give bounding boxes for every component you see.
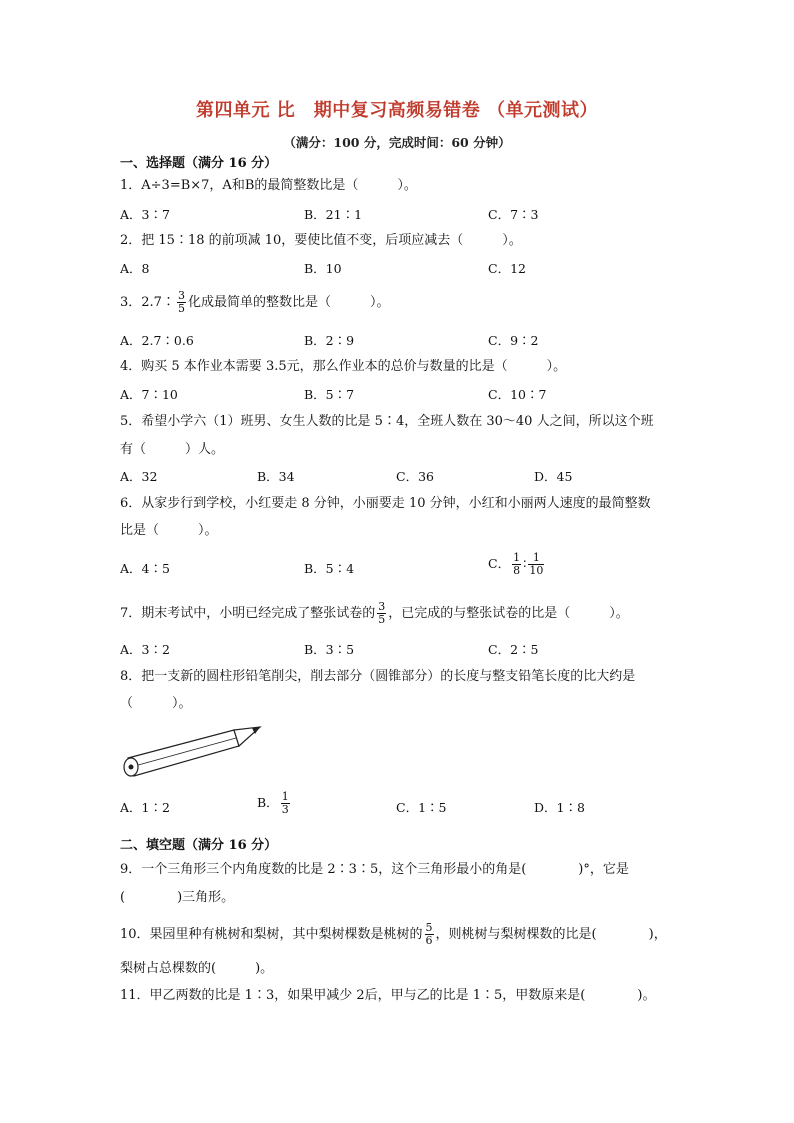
- q5-option-b: B．34: [257, 469, 295, 484]
- q1-option-b: B．21∶1: [304, 207, 363, 222]
- q10-suffix: ，则桃树与梨树棵数的比是( )，: [435, 927, 667, 942]
- question-5-line-1: 5．希望小学六（1）班男、女生人数的比是 5∶4，全班人数在 30～40 人之间，所以这个班: [120, 414, 654, 429]
- q3-suffix: 化成最简单的整数比是（ ）。: [187, 295, 390, 310]
- q7-fraction-denominator: 5: [378, 613, 386, 626]
- q8-b-numerator: 1: [281, 790, 289, 803]
- question-6-line-2: 比是（ ）。: [120, 523, 218, 538]
- pencil-illustration: [120, 722, 270, 782]
- q5-option-d: D．45: [534, 469, 573, 484]
- q6-c-frac2-numerator: 1: [528, 552, 544, 565]
- question-1: 1．A÷3=B×7，A和B的最简整数比是（ ）。: [120, 178, 417, 193]
- q8-option-b-label: B．: [257, 795, 279, 810]
- question-10-line-2: 梨树占总棵数的( )。: [120, 961, 274, 976]
- q5-option-c: C．36: [396, 469, 434, 484]
- question-9-line-1: 9．一个三角形三个内角度数的比是 2∶3∶5，这个三角形最小的角是( )°，它是: [120, 862, 629, 877]
- question-10-line-1: [120, 922, 667, 947]
- question-11: 11．甲乙两数的比是 1∶3，如果甲减少 2后，甲与乙的比是 1∶5，甲数原来是( )。: [120, 988, 656, 1003]
- q3-fraction-numerator: 3: [177, 289, 185, 302]
- q6-option-c-label: C．: [488, 556, 511, 571]
- q7-option-b: B．3∶5: [304, 642, 355, 657]
- q3-fraction: [177, 290, 186, 315]
- q6-c-frac1-numerator: 1: [513, 551, 521, 564]
- q8-option-b: [257, 791, 292, 816]
- question-9-line-2: ( )三角形。: [120, 890, 235, 905]
- q1-option-c: C．7∶3: [488, 207, 539, 222]
- question-7: [120, 601, 629, 626]
- q2-option-b: B．10: [304, 261, 342, 276]
- page-subtitle: （满分：100 分，完成时间：60 分钟）: [283, 135, 511, 150]
- q8-b-denominator: 3: [281, 803, 289, 816]
- question-8-line-2: （ ）。: [120, 696, 192, 711]
- question-4: 4．购买 5 本作业本需要 3.5元，那么作业本的总价与数量的比是（ ）。: [120, 359, 567, 374]
- q10-fraction-numerator: 5: [425, 921, 433, 934]
- question-2: 2．把 15∶18 的前项减 10，要使比值不变，后项应减去（ ）。: [120, 233, 522, 248]
- q6-option-a: A．4∶5: [120, 561, 170, 576]
- q4-option-a: A．7∶10: [120, 387, 178, 402]
- q1-option-a: A．3∶7: [120, 207, 170, 222]
- pencil-body: [128, 730, 239, 776]
- question-5-line-2: 有（ ）人。: [120, 442, 225, 457]
- section-choice-heading: 一、选择题（满分 16 分）: [120, 156, 278, 171]
- q10-prefix: 10．果园里种有桃树和梨树，其中梨树棵数是桃树的: [120, 927, 423, 942]
- question-6-line-1: 6．从家步行到学校，小红要走 8 分钟，小丽要走 10 分钟，小红和小丽两人速度的最简整数: [120, 496, 651, 511]
- q4-option-c: C．10∶7: [488, 387, 547, 402]
- q2-option-a: A．8: [120, 261, 150, 276]
- q2-option-c: C．12: [488, 261, 526, 276]
- q6-c-frac2-denominator: 10: [529, 564, 544, 577]
- q8-option-a: A．1∶2: [120, 800, 170, 815]
- q7-option-a: A．3∶2: [120, 642, 170, 657]
- q4-option-b: B．5∶7: [304, 387, 355, 402]
- section-fill-heading: 二、填空题（满分 16 分）: [120, 838, 278, 853]
- q7-prefix: 7．期末考试中，小明已经完成了整张试卷的: [120, 606, 376, 621]
- q10-fraction-denominator: 6: [425, 934, 433, 947]
- q6-option-c-fraction-2: [528, 552, 544, 577]
- q8-option-c: C．1∶5: [396, 800, 447, 815]
- q7-fraction-numerator: 3: [378, 600, 386, 613]
- q6-option-c: [488, 552, 546, 577]
- q3-option-a: A．2.7∶0.6: [120, 333, 194, 348]
- q5-option-a: A．32: [120, 469, 158, 484]
- q6-option-c-fraction-1: [512, 552, 521, 577]
- q7-option-c: C．2∶5: [488, 642, 539, 657]
- q10-fraction: [425, 922, 434, 947]
- q3-option-b: B．2∶9: [304, 333, 355, 348]
- q7-suffix: ，已完成的与整张试卷的比是（ ）。: [388, 606, 629, 621]
- q6-option-b: B．5∶4: [304, 561, 355, 576]
- pencil-end-core: [129, 765, 134, 770]
- q3-prefix: 3．2.7∶: [120, 295, 175, 310]
- q7-fraction: [377, 601, 386, 626]
- question-3: [120, 290, 389, 315]
- q6-option-c-separator: ∶: [523, 556, 527, 571]
- question-8-line-1: 8．把一支新的圆柱形铅笔削尖，削去部分（圆锥部分）的长度与整支铅笔长度的比大约是: [120, 669, 636, 684]
- q8-option-b-fraction: [281, 791, 290, 816]
- q6-c-frac1-denominator: 8: [513, 564, 521, 577]
- q3-fraction-denominator: 5: [177, 302, 185, 315]
- q3-option-c: C．9∶2: [488, 333, 539, 348]
- page-title: 第四单元 比 期中复习高频易错卷 （单元测试）: [195, 100, 599, 121]
- q8-option-d: D．1∶8: [534, 800, 585, 815]
